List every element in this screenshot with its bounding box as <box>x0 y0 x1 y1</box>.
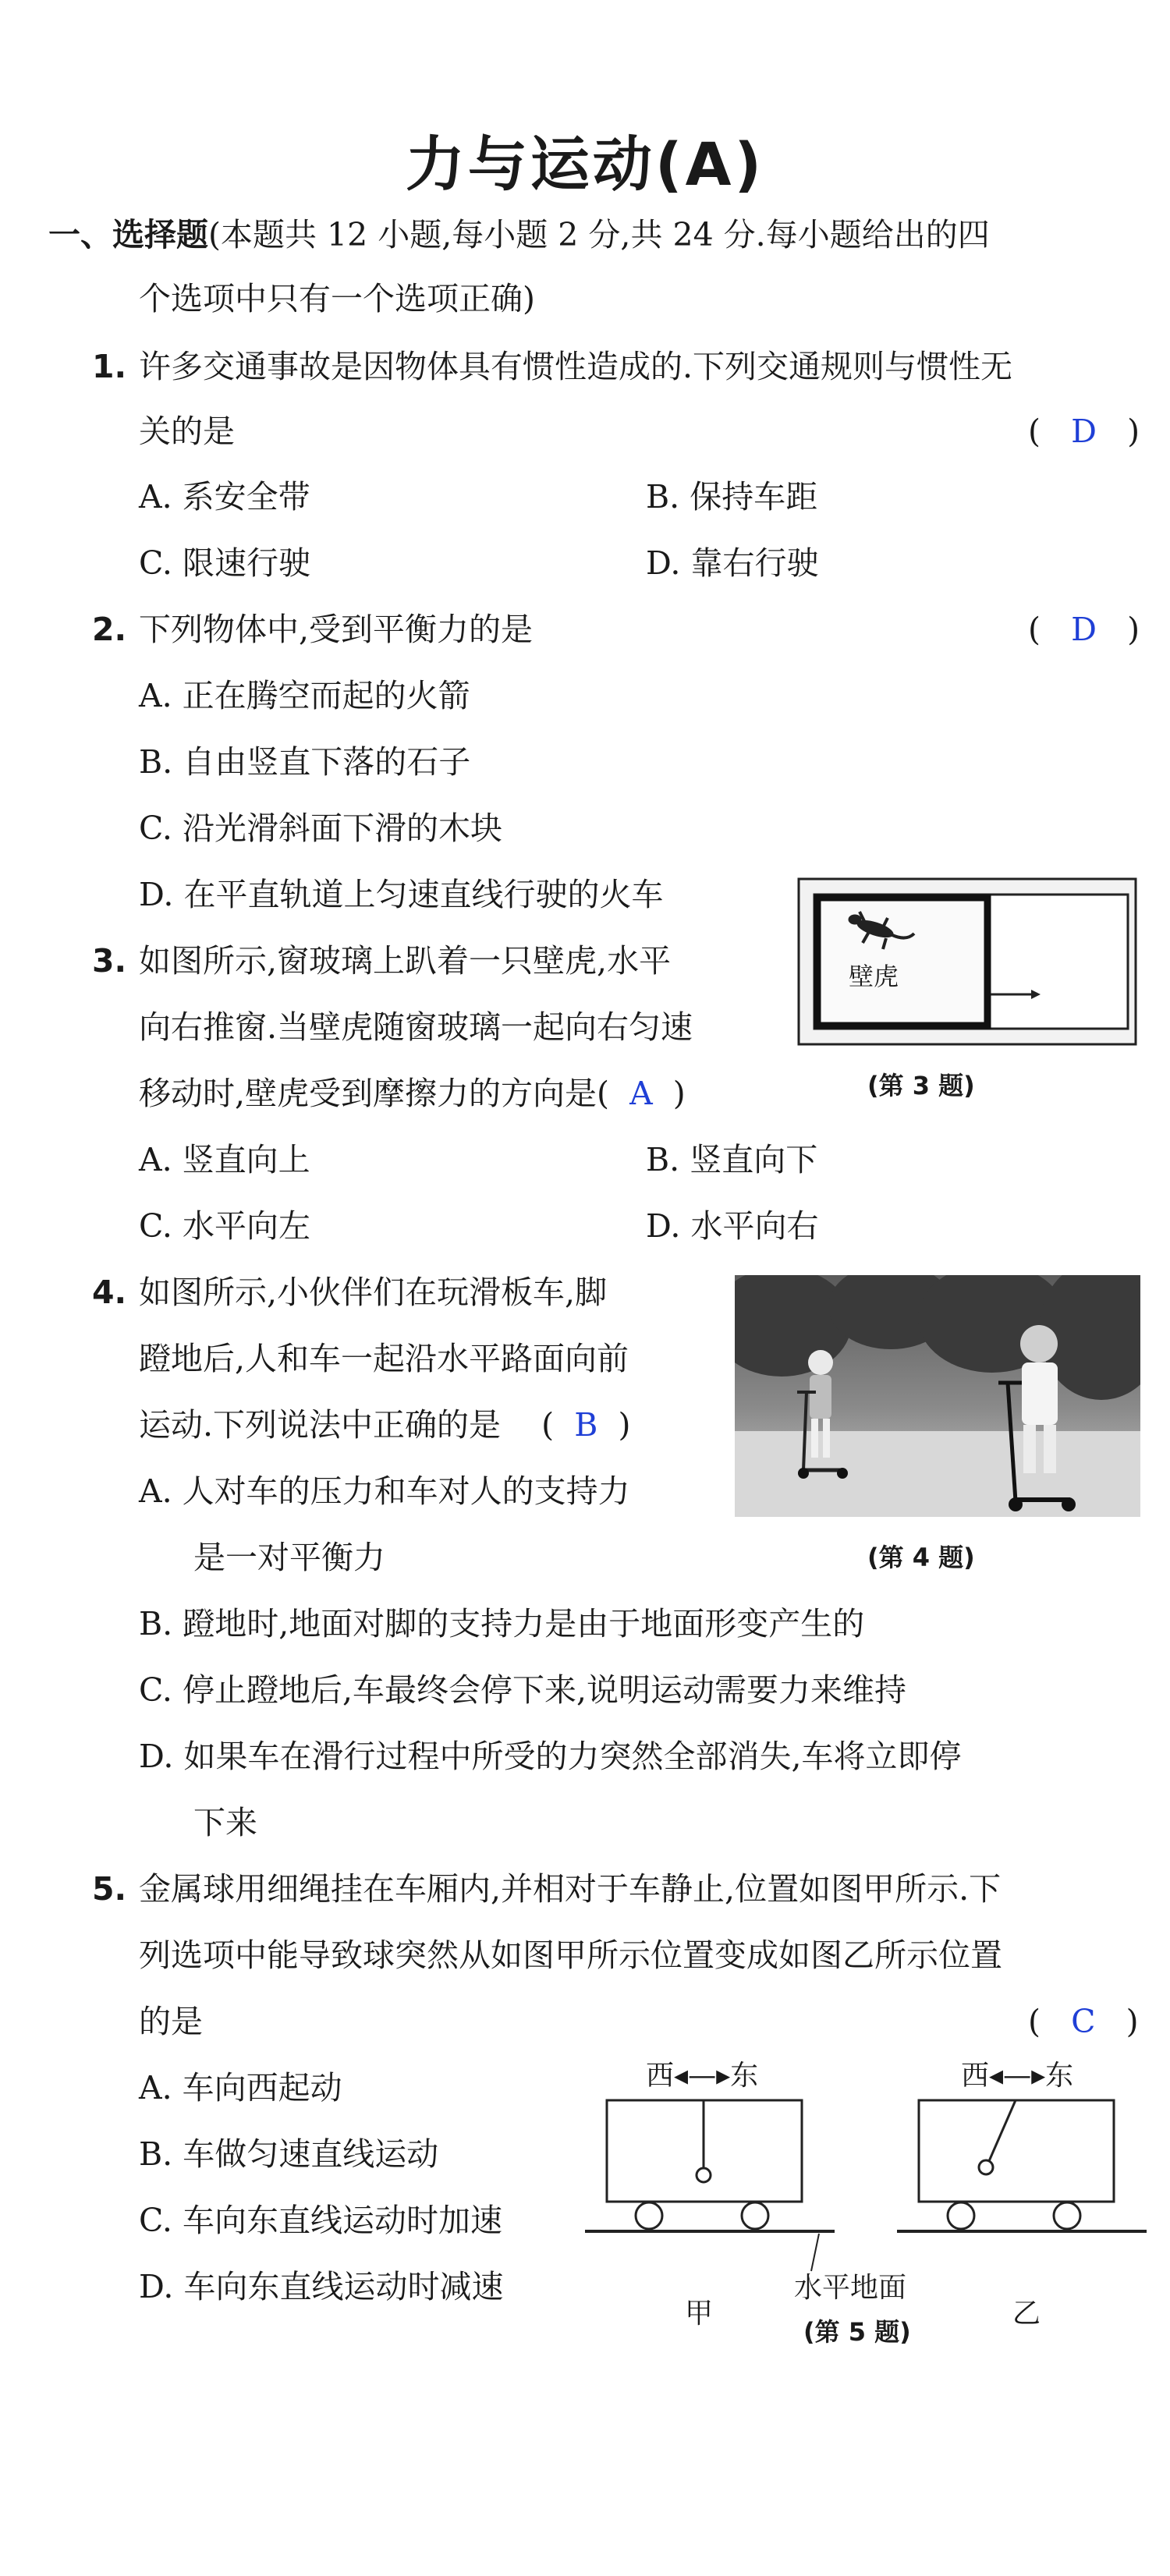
question-2-option-b: B. 自由竖直下落的石子 <box>139 743 471 781</box>
section-note-line2: 个选项中只有一个选项正确) <box>139 280 535 317</box>
q5-jia-direction <box>646 2059 758 2093</box>
question-2-option-d: D. 在平直轨道上匀速直线行驶的火车 <box>139 876 664 913</box>
question-3-stem-line3: 移动时,壁虎受到摩擦力的方向是( A ) <box>139 1075 686 1112</box>
q5-jia-west-label: 西 <box>646 2060 675 2092</box>
question-5-stem-line3: 的是 <box>139 2003 203 2040</box>
question-3-figure <box>797 877 1137 1046</box>
question-3-stem-line1: 如图所示,窗玻璃上趴着一只壁虎,水平 <box>139 942 672 980</box>
question-3-number: 3. <box>92 942 127 980</box>
q5-label-yi: 乙 <box>1012 2298 1041 2330</box>
question-1-option-a: A. 系安全带 <box>139 478 310 516</box>
question-2-stem: 下列物体中,受到平衡力的是 <box>139 611 534 648</box>
question-1-answer: D <box>1071 413 1097 450</box>
question-1-option-d: D. 靠右行驶 <box>646 544 819 582</box>
question-5-option-a: A. 车向西起动 <box>139 2069 342 2107</box>
question-4-stem-line3-text: 运动.下列说法中正确的是 <box>139 1406 502 1444</box>
question-4-stem-line3: 运动.下列说法中正确的是 ( B ) <box>139 1406 631 1444</box>
question-5-stem-line1: 金属球用细绳挂在车厢内,并相对于车静止,位置如图甲所示.下 <box>139 1870 1002 1908</box>
q5-yi-direction <box>961 2059 1073 2093</box>
question-4-stem-line2: 蹬地后,人和车一起沿水平路面向前 <box>139 1340 629 1377</box>
question-3-stem-line2: 向右推窗.当壁虎随窗玻璃一起向右匀速 <box>139 1008 693 1046</box>
question-3-option-d: D. 水平向右 <box>646 1207 819 1245</box>
q5-yi-wheel-right <box>1054 2202 1080 2229</box>
q5-yi-east-label: 东 <box>1045 2060 1074 2092</box>
question-1-option-b: B. 保持车距 <box>646 478 818 516</box>
question-4-option-d-line1: D. 如果车在滑行过程中所受的力突然全部消失,车将立即停 <box>139 1738 962 1775</box>
q5-label-jia: 甲 <box>685 2298 714 2330</box>
question-3-caption: (第 3 题) <box>867 1071 975 1100</box>
question-5-caption: (第 5 题) <box>803 2317 911 2347</box>
q5-yi-carriage <box>919 2100 1114 2202</box>
question-4-option-c: C. 停止蹬地后,车最终会停下来,说明运动需要力来维持 <box>139 1671 907 1709</box>
question-4-option-d-line2: 下来 <box>193 1804 257 1841</box>
question-1-answer-slot: ( D ) <box>1028 413 1140 450</box>
question-1-number: 1. <box>92 348 127 385</box>
q5-jia-wheel-right <box>742 2202 768 2229</box>
road-surface <box>735 1431 1140 1517</box>
q5-label-ground: 水平地面 <box>794 2272 907 2304</box>
q5-jia-ball <box>697 2168 711 2182</box>
question-5-answer: C <box>1071 2003 1096 2040</box>
section-note-line1: (本题共 12 小题,每小题 2 分,共 24 分.每小题给出的四 <box>208 216 990 253</box>
question-5-option-b: B. 车做匀速直线运动 <box>139 2135 439 2173</box>
question-4-option-a-line2: 是一对平衡力 <box>193 1539 385 1576</box>
question-3-option-b: B. 竖直向下 <box>646 1141 818 1178</box>
q5-jia-east-label: 东 <box>730 2060 759 2092</box>
gecko-label: 壁虎 <box>849 962 899 991</box>
q5-cart-jia <box>585 2094 835 2234</box>
question-4-number: 4. <box>92 1274 127 1311</box>
question-5-option-d: D. 车向东直线运动时减速 <box>139 2268 504 2305</box>
question-2-option-a: A. 正在腾空而起的火箭 <box>139 677 470 714</box>
question-3-stem-line3-text: 移动时,壁虎受到摩擦力的方向是( <box>139 1075 610 1112</box>
question-1-stem-line1: 许多交通事故是因物体具有惯性造成的.下列交通规则与惯性无 <box>139 348 1013 385</box>
question-4-option-b: B. 蹬地时,地面对脚的支持力是由于地面形变产生的 <box>139 1605 865 1642</box>
question-3-option-a: A. 竖直向上 <box>139 1141 310 1178</box>
question-5-stem-line2: 列选项中能导致球突然从如图甲所示位置变成如图乙所示位置 <box>139 1936 1002 1974</box>
page-title: 力与运动(A) <box>405 129 765 199</box>
question-2-answer: D <box>1071 611 1097 648</box>
q5-yi-wheel-left <box>948 2202 974 2229</box>
question-5-option-c: C. 车向东直线运动时加速 <box>139 2202 502 2239</box>
q5-yi-west-label: 西 <box>961 2060 990 2092</box>
question-1-stem-line2: 关的是 <box>139 413 235 450</box>
q5-cart-yi <box>897 2094 1147 2234</box>
question-2-answer-slot: ( D ) <box>1028 611 1140 648</box>
question-3-answer: A <box>629 1075 653 1112</box>
question-5-answer-slot: ( C ) <box>1028 2003 1139 2040</box>
question-2-option-c: C. 沿光滑斜面下滑的木块 <box>139 810 502 847</box>
question-2-number: 2. <box>92 611 127 648</box>
question-4-option-a-line1: A. 人对车的压力和车对人的支持力 <box>139 1472 630 1510</box>
q5-yi-arrow-icon: ◂—▸ <box>989 2060 1046 2092</box>
section-heading-line1 <box>48 215 990 254</box>
q5-jia-wheel-left <box>636 2202 662 2229</box>
question-4-photo <box>735 1275 1140 1517</box>
question-4-answer: B <box>574 1406 598 1444</box>
q5-jia-arrow-icon: ◂—▸ <box>674 2060 731 2092</box>
question-3-option-c: C. 水平向左 <box>139 1207 310 1245</box>
question-4-stem-line1: 如图所示,小伙伴们在玩滑板车,脚 <box>139 1274 608 1311</box>
section-heading: 一、选择题 <box>48 216 208 253</box>
sliding-glass-pane <box>817 898 987 1026</box>
question-5-number: 5. <box>92 1870 127 1908</box>
q5-yi-string <box>989 2100 1016 2161</box>
question-4-caption: (第 4 题) <box>867 1543 975 1572</box>
question-1-option-c: C. 限速行驶 <box>139 544 310 582</box>
q5-yi-ball <box>979 2160 993 2174</box>
